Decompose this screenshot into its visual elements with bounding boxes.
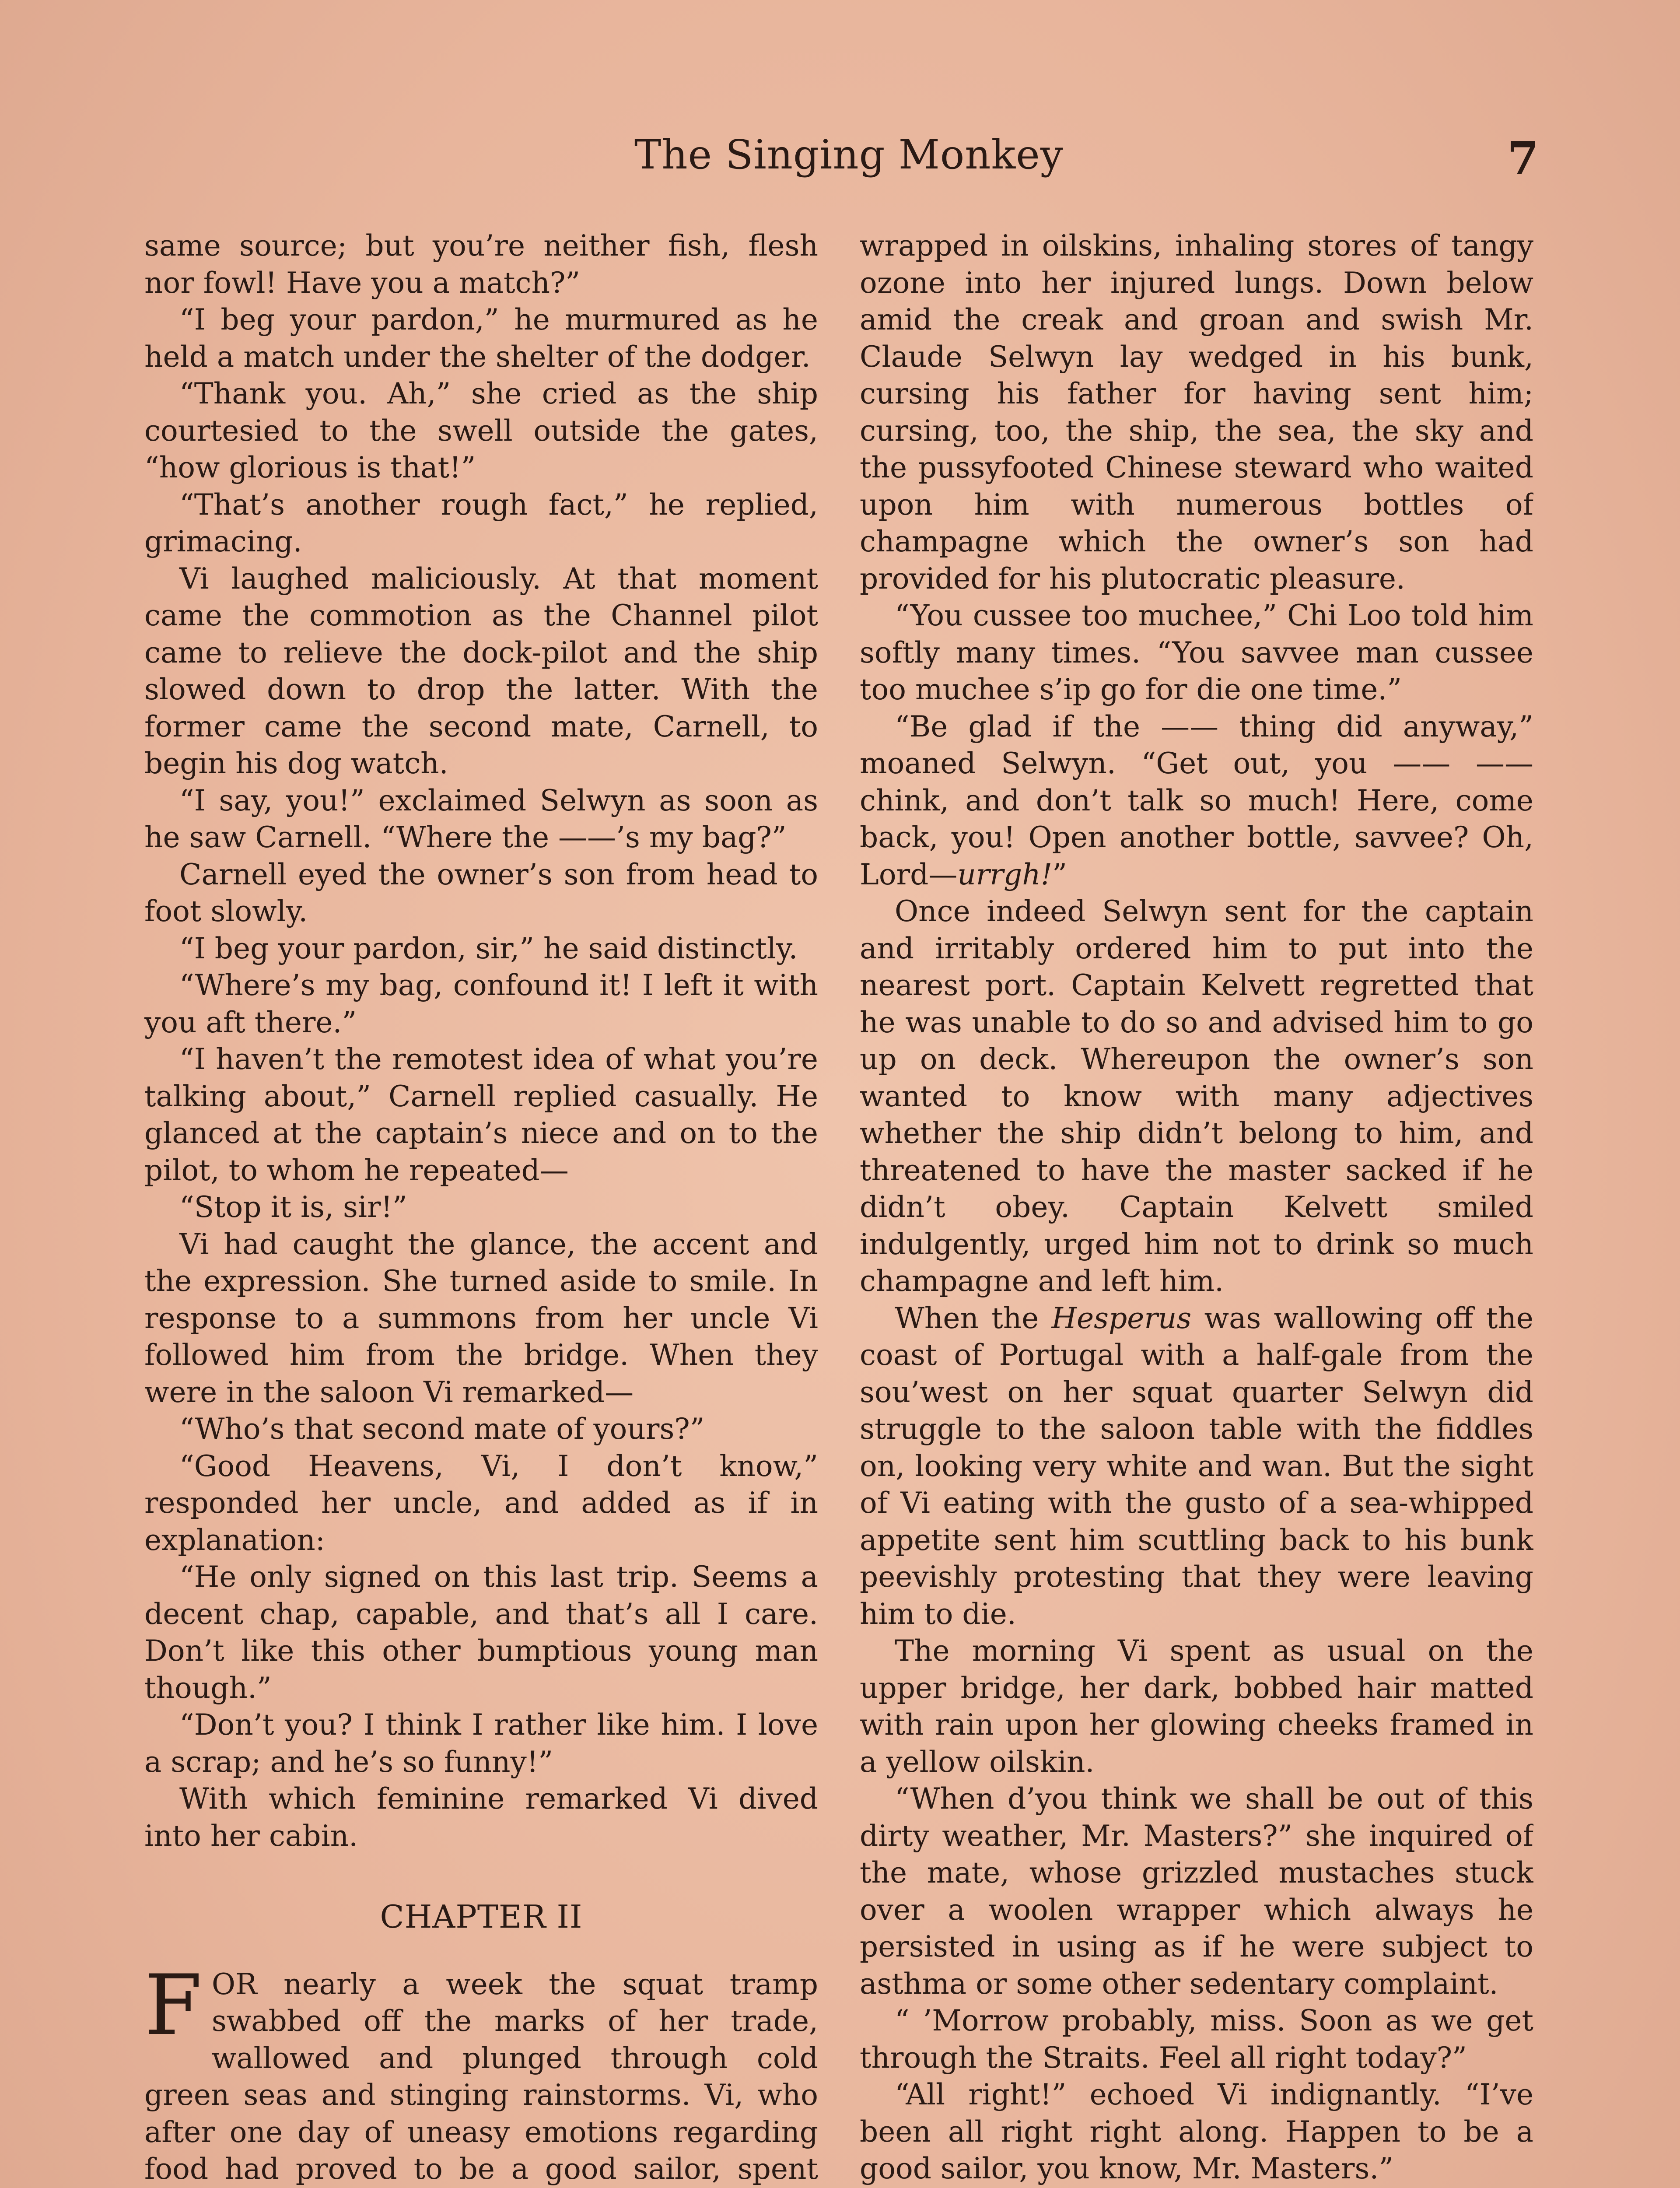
paragraph: same source; but you’re neither fish, flesh nor fowl! Have you a match?” — [144, 229, 818, 300]
chapter-opening-text: OR nearly a week the squat tramp swabbed off the marks of her trade, wallowed and plunged through cold green seas and stinging rainstorms. Vi, who after one day of uneasy emotions regarding food had proved to be a good sailor, spent — [144, 1967, 818, 2186]
closing-quote: ” — [1052, 857, 1068, 891]
running-title: The Singing Monkey — [634, 131, 1064, 178]
paragraph: With which feminine remarked Vi dived into her cabin. — [144, 1782, 818, 1853]
paragraph-text: “Be glad if the —— thing did anyway,” moaned Selwyn. “Get out, you —— —— chink, and don’t talk so much! Here, come back, you! Open another bottle, savvee? Oh, Lord— — [860, 709, 1533, 891]
left-column — [144, 228, 818, 2188]
paragraph: “He only signed on this last trip. Seems a decent chap, capable, and that’s all I care. Don’t like this other bumptious young man though.” — [144, 1560, 818, 1705]
paragraph: wrapped in oilskins, inhaling stores of tangy ozone into her injured lungs. Down below amid the creak and groan and swish Mr. Claude Selwyn lay wedged in his bunk, cursing his father for having sent him; cursing, too, the ship, the sea, the sky and the pussyfooted Chinese steward who waited upon him with numerous bottles of champagne which the owner’s son had provided for his plutocratic pleasure. — [860, 229, 1533, 596]
paragraph: “Who’s that second mate of yours?” — [179, 1412, 705, 1446]
page-number: 7 — [1507, 131, 1539, 185]
paragraph: “All right!” echoed Vi indignantly. “I’ve been all right right along. Happen to be a good sailor, you know, Mr. Masters.” — [860, 2078, 1533, 2185]
paragraph: “When d’you think we shall be out of this dirty weather, Mr. Masters?” she inquired of the mate, whose grizzled mustaches stuck over a woolen wrapper which always he persisted in using as if he were subject to asthma or some other sedentary complaint. — [860, 1782, 1533, 2001]
paragraph: “I beg your pardon, sir,” he said distinctly. — [179, 931, 798, 965]
paragraph: “Good Heavens, Vi, I don’t know,” responded her uncle, and added as if in explanation: — [144, 1449, 818, 1557]
right-column — [860, 228, 1533, 2188]
paragraph: “ ’Morrow probably, miss. Soon as we get through the Straits. Feel all right today?” — [860, 2004, 1533, 2075]
italic-exclamation: urrgh! — [957, 857, 1053, 891]
paragraph: “I haven’t the remotest idea of what you’re talking about,” Carnell replied casually. He glanced at the captain’s niece and on to the pilot, to whom he repeated— — [144, 1042, 818, 1187]
paragraph: Vi had caught the glance, the accent and the expression. She turned aside to smile. In response to a summons from her uncle Vi followed him from the bridge. When they were in the saloon Vi remarked— — [144, 1227, 818, 1409]
paragraph: “I say, you!” exclaimed Selwyn as soon as he saw Carnell. “Where the ——’s my bag?” — [144, 783, 818, 854]
chapter-heading: CHAPTER II — [380, 1898, 583, 1935]
paragraph: Vi laughed maliciously. At that moment came the commotion as the Channel pilot came to relieve the dock-pilot and the ship slowed down to drop the latter. With the former came the second mate, Carnell, to begin his dog watch. — [144, 561, 818, 780]
paragraph: “That’s another rough fact,” he replied, grimacing. — [144, 487, 818, 558]
paragraph: Carnell eyed the owner’s son from head to foot slowly. — [144, 857, 818, 928]
paragraph: “Stop it is, sir!” — [179, 1190, 407, 1224]
paragraph: “You cussee too muchee,” Chi Loo told him softly many times. “You savvee man cussee too muchee s’ip go for die one time.” — [860, 599, 1533, 706]
paragraph: The morning Vi spent as usual on the upper bridge, her dark, bobbed hair matted with rain upon her glowing cheeks framed in a yellow oilskin. — [860, 1634, 1533, 1779]
paragraph: “Thank you. Ah,” she cried as the ship courtesied to the swell outside the gates, “how glorious is that!” — [144, 377, 818, 484]
chapter-opening-paragraph — [144, 1957, 818, 2188]
ship-name: Hesperus — [1051, 1301, 1192, 1335]
paragraph — [860, 708, 1533, 894]
paragraph: “Don’t you? I think I rather like him. I love a scrap; and he’s so funny!” — [144, 1708, 818, 1779]
paragraph-text: was wallowing off the coast of Portugal with a half-gale from the sou’west on her squat quarter Selwyn did struggle to the saloon table with the fiddles on, looking very white and wan. But the sight of Vi eating with the gusto of a sea-whipped appetite sent him scuttling back to his bunk peevishly protesting that they were leaving him to die. — [860, 1301, 1533, 1631]
drop-cap: F — [144, 1957, 202, 2054]
paragraph-text: When the — [895, 1301, 1052, 1335]
paragraph — [860, 1300, 1533, 1633]
paragraph: “I beg your pardon,” he murmured as he held a match under the shelter of the dodger. — [144, 303, 818, 374]
paragraph: Once indeed Selwyn sent for the captain and irritably ordered him to put into the nearest port. Captain Kelvett regretted that he was unable to do so and advised him to go up on deck. Whereupon the owner’s son wanted to know with many adjectives whether the ship didn’t belong to him, and threatened to have the master sacked if he didn’t obey. Captain Kelvett smiled indulgently, urged him not to drink so much champagne and left him. — [860, 894, 1533, 1298]
paragraph: “Where’s my bag, confound it! I left it with you aft there.” — [144, 968, 818, 1039]
